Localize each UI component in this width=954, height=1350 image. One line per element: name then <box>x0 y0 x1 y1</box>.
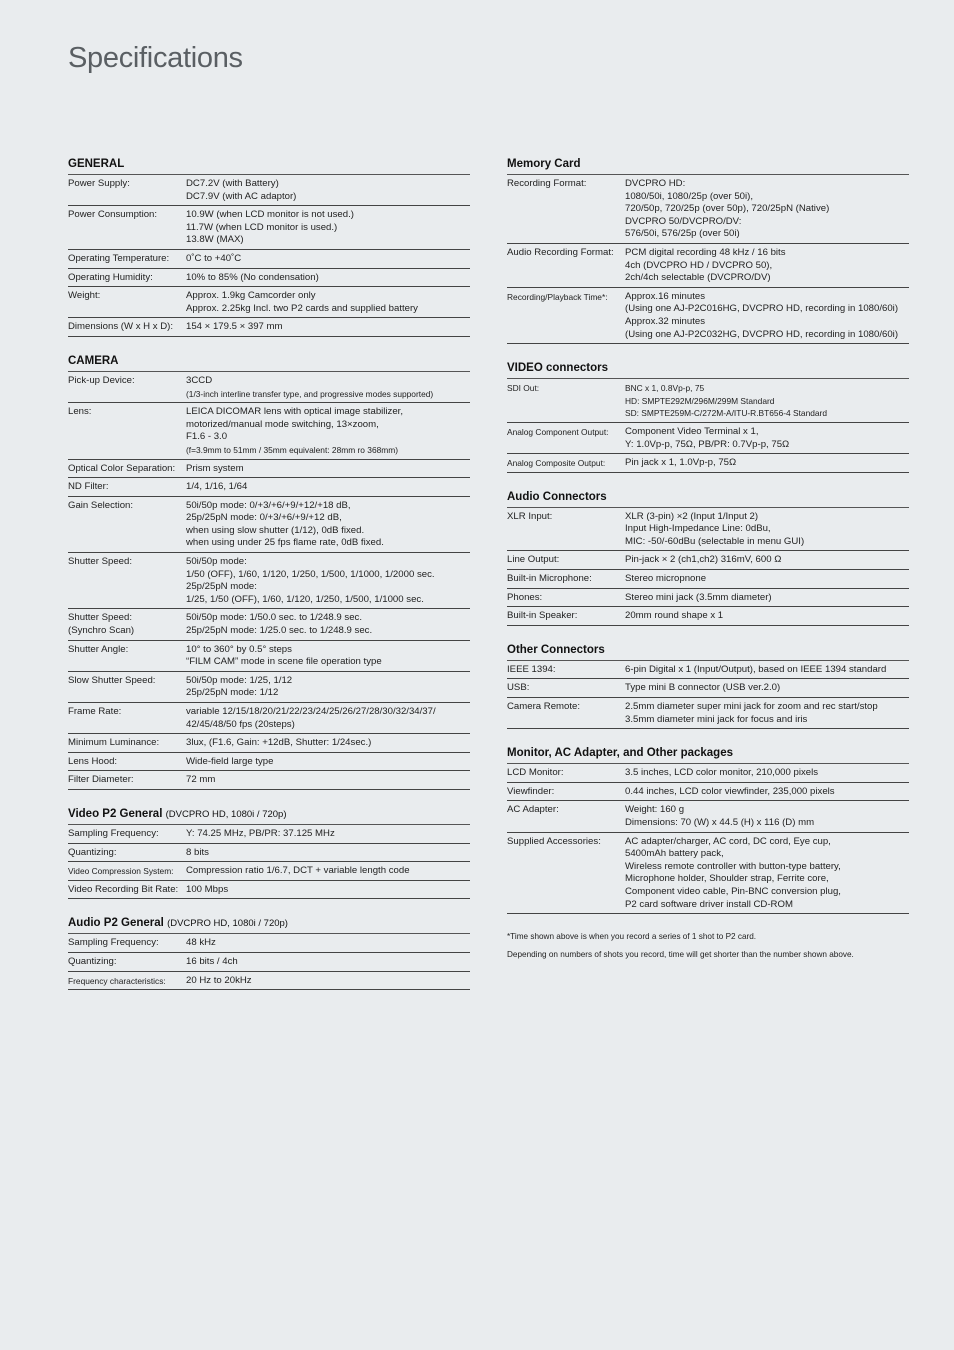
spec-value <box>186 828 470 841</box>
spec-value <box>186 644 470 669</box>
spec-label-text: Minimum Luminance: <box>68 737 160 749</box>
spec-value <box>625 511 909 549</box>
spec-label-text: Built-in Speaker: <box>507 610 578 622</box>
spec-value-line: Approx. 1.9kg Camcorder only <box>186 290 316 302</box>
spec-label <box>68 756 186 769</box>
spec-value <box>186 321 470 334</box>
spec-label <box>68 706 186 731</box>
left-column <box>68 158 470 1008</box>
spec-value-line: 10% to 85% (No condensation) <box>186 271 319 283</box>
section-title-text: Audio Connectors <box>507 490 607 503</box>
spec-value-line: Type mini B connector (USB ver.2.0) <box>625 682 781 694</box>
spec-label <box>507 573 625 586</box>
spec-value-line: 1/25, 1/50 (OFF), 1/60, 1/120, 1/250, 1/500, 1/1000 sec. <box>186 593 424 605</box>
spec-row <box>507 679 909 698</box>
spec-label <box>507 178 625 241</box>
spec-label-text: Line Output: <box>507 554 560 566</box>
spec-value <box>186 463 470 476</box>
footnote: *Time shown above is when you record a series of 1 shot to P2 card. <box>507 932 757 942</box>
section-title-text: CAMERA <box>68 354 119 367</box>
section-title-text: Audio P2 General <box>68 917 164 930</box>
spec-value-line: 25p/25pN mode: 1/25.0 sec. to 1/248.9 sec. <box>186 625 373 637</box>
spec-row <box>68 497 470 553</box>
spec-value-line: 25p/25pN mode: <box>186 581 257 593</box>
spec-value-line: P2 card software driver install CD-ROM <box>625 898 793 910</box>
spec-value-line: Microphone holder, Shoulder strap, Ferrite core, <box>625 873 829 885</box>
spec-value-line: when using slow shutter (1/12), 0dB fixed. <box>186 524 365 536</box>
spec-label-text: XLR Input: <box>507 510 553 522</box>
spec-value-line: 13.8W (MAX) <box>186 234 244 246</box>
spec-row <box>68 844 470 863</box>
spec-value <box>186 774 470 787</box>
spec-value <box>625 382 909 420</box>
spec-label-text: ND Filter: <box>68 481 109 493</box>
section-title <box>68 355 470 372</box>
spec-value-line: 11.7W (when LCD monitor is used.) <box>186 221 338 233</box>
spec-label-text: IEEE 1394: <box>507 663 556 675</box>
spec-row <box>68 206 470 250</box>
section-title <box>507 747 909 764</box>
spec-section-camera <box>68 355 470 790</box>
spec-label-text: Phones: <box>507 591 543 603</box>
spec-row <box>507 423 909 454</box>
spec-value-line-small: SD: SMPTE259M-C/272M-A/ITU-R.BT656-4 Standard <box>625 408 827 419</box>
spec-value-line: Weight: 160 g <box>625 804 685 816</box>
spec-value <box>186 253 470 266</box>
spec-row <box>68 372 470 403</box>
spec-label-text: (Synchro Scan) <box>68 625 135 637</box>
section-title-text: VIDEO connectors <box>507 362 608 375</box>
spec-label-text: Lens Hood: <box>68 755 118 767</box>
spec-row <box>68 672 470 703</box>
spec-label <box>68 644 186 669</box>
spec-label <box>507 804 625 829</box>
spec-row <box>507 764 909 783</box>
spec-value-line: 1/50 (OFF), 1/60, 1/120, 1/250, 1/500, 1/1000, 1/2000 sec. <box>186 568 435 580</box>
section-title-text: Monitor, AC Adapter, and Other packages <box>507 747 733 760</box>
spec-label <box>507 592 625 605</box>
spec-label <box>68 481 186 494</box>
spec-value-line: Compression ratio 1/6.7, DCT + variable length code <box>186 865 410 877</box>
spec-value-line: 8 bits <box>186 846 209 858</box>
spec-value-line: 3.5 inches, LCD color monitor, 210,000 pixels <box>625 767 819 779</box>
spec-label-text: Audio Recording Format: <box>507 246 614 258</box>
spec-value-line: 0˚C to +40˚C <box>186 252 242 264</box>
spec-value-line: motorized/manual mode switching, 13×zoom, <box>186 418 379 430</box>
spec-value-line: 100 Mbps <box>186 883 229 895</box>
spec-label-text: USB: <box>507 682 530 694</box>
spec-section-general <box>68 158 470 337</box>
footnote: Depending on numbers of shots you record, time will get shorter than the number shown above. <box>507 950 854 960</box>
spec-label-text: Operating Humidity: <box>68 271 153 283</box>
spec-row <box>507 589 909 608</box>
spec-value-line: variable 12/15/18/20/21/22/23/24/25/26/27/28/30/32/34/37/ <box>186 706 436 717</box>
spec-value-line: 1080/50i, 1080/25p (over 50i), <box>625 190 754 202</box>
spec-label <box>68 975 186 988</box>
spec-value <box>186 406 470 456</box>
spec-label-text: Filter Diameter: <box>68 774 134 786</box>
spec-row <box>507 244 909 288</box>
spec-value-line: 2.5mm diameter super mini jack for zoom and rec start/stop <box>625 701 878 713</box>
section-title <box>68 917 470 934</box>
spec-value-line: Component Video Terminal x 1, <box>625 425 759 437</box>
spec-row <box>507 379 909 423</box>
spec-label-text: LCD Monitor: <box>507 767 564 779</box>
spec-label-text: Video Recording Bit Rate: <box>68 883 179 895</box>
spec-label <box>68 884 186 897</box>
spec-value-line: DVCPRO HD: <box>625 178 686 189</box>
spec-label <box>68 406 186 456</box>
spec-row <box>68 287 470 318</box>
spec-label-text: Optical Color Separation: <box>68 462 176 474</box>
spec-label <box>507 664 625 677</box>
spec-value-line: 6-pin Digital x 1 (Input/Output), based on IEEE 1394 standard <box>625 663 887 675</box>
section-title <box>507 362 909 379</box>
spec-label-text: Power Consumption: <box>68 209 158 221</box>
spec-label <box>507 701 625 726</box>
spec-label <box>507 291 625 341</box>
spec-label-text: Power Supply: <box>68 178 130 189</box>
spec-row <box>68 175 470 206</box>
spec-value <box>186 737 470 750</box>
spec-label <box>68 375 186 400</box>
spec-row <box>68 250 470 269</box>
spec-value-line: Wide-field large type <box>186 755 274 767</box>
spec-value-line: 3lux, (F1.6, Gain: +12dB, Shutter: 1/24sec.) <box>186 737 372 749</box>
spec-row <box>68 771 470 790</box>
spec-value-line: “FILM CAM” mode in scene file operation type <box>186 656 382 668</box>
spec-label <box>507 836 625 912</box>
spec-label-text: Dimensions (W x H x D): <box>68 321 174 333</box>
spec-label-text: AC Adapter: <box>507 804 559 816</box>
spec-value-line: XLR (3-pin) ×2 (Input 1/Input 2) <box>625 510 759 522</box>
section-title <box>507 644 909 661</box>
spec-row <box>507 454 909 473</box>
section-title <box>68 808 470 825</box>
spec-value-line: 0.44 inches, LCD color viewfinder, 235,000 pixels <box>625 785 835 797</box>
spec-label <box>507 682 625 695</box>
spec-value <box>625 836 909 912</box>
spec-value-line: (Using one AJ-P2C016HG, DVCPRO HD, recording in 1080/60i) <box>625 303 899 315</box>
spec-label <box>68 937 186 950</box>
spec-row <box>507 175 909 244</box>
spec-label-text: Sampling Frequency: <box>68 937 159 949</box>
spec-value <box>625 573 909 586</box>
spec-value <box>625 767 909 780</box>
spec-row <box>68 972 470 991</box>
spec-value <box>186 956 470 969</box>
spec-row <box>68 862 470 881</box>
spec-label <box>68 321 186 334</box>
spec-row <box>68 609 470 640</box>
spec-value-line: 50i/50p mode: 1/25, 1/12 <box>186 674 293 686</box>
spec-value <box>625 178 909 241</box>
spec-label <box>507 786 625 799</box>
spec-value <box>186 178 470 203</box>
spec-value-line: 154 × 179.5 × 397 mm <box>186 321 283 333</box>
spec-row <box>68 403 470 459</box>
spec-row <box>68 734 470 753</box>
spec-label-text: Supplied Accessories: <box>507 835 601 847</box>
section-title-text: Memory Card <box>507 158 581 170</box>
spec-label-text: Frame Rate: <box>68 706 122 717</box>
spec-value-line: 16 bits / 4ch <box>186 955 238 967</box>
spec-row <box>507 551 909 570</box>
spec-value <box>625 457 909 470</box>
spec-value-line: Pin-jack × 2 (ch1,ch2) 316mV, 600 Ω <box>625 554 782 566</box>
spec-label <box>68 865 186 878</box>
spec-value-line-small: (1/3-inch interline transfer type, and progressive modes supported) <box>186 388 434 399</box>
section-title-text: GENERAL <box>68 158 125 170</box>
spec-label-text: Gain Selection: <box>68 499 134 511</box>
spec-row <box>507 508 909 552</box>
spec-label-text: Recording/Playback Time*: <box>507 291 608 302</box>
spec-label-text: Shutter Angle: <box>68 643 129 655</box>
spec-label <box>68 612 186 637</box>
spec-value-line: 25p/25pN mode: 0/+3/+6/+9/+12 dB, <box>186 512 342 524</box>
spec-label-text: Sampling Frequency: <box>68 827 159 839</box>
spec-value <box>186 612 470 637</box>
spec-label <box>507 247 625 285</box>
spec-value-line: Dimensions: 70 (W) x 44.5 (H) x 116 (D) mm <box>625 817 815 828</box>
spec-label-text: Operating Temperature: <box>68 252 170 264</box>
section-title <box>507 158 909 175</box>
spec-label-text: Camera Remote: <box>507 701 581 713</box>
spec-value-line: 10.9W (when LCD monitor is not used.) <box>186 209 354 221</box>
spec-value-line-small: BNC x 1, 0.8Vp-p, 75 <box>625 383 705 394</box>
spec-value-line: DVCPRO 50/DVCPRO/DV: <box>625 215 742 227</box>
spec-value-line: 3.5mm diameter mini jack for focus and iris <box>625 713 808 725</box>
spec-label-text: Analog Composite Output: <box>507 458 606 469</box>
spec-label <box>68 675 186 700</box>
spec-value-line: Y: 1.0Vp-p, 75Ω, PB/PR: 0.7Vp-p, 75Ω <box>625 438 790 450</box>
spec-label-text: Pick-up Device: <box>68 374 135 386</box>
spec-label <box>68 209 186 247</box>
spec-value-line-small: HD: SMPTE292M/296M/299M Standard <box>625 395 775 406</box>
spec-label <box>68 956 186 969</box>
spec-section-audio-connectors <box>507 491 909 626</box>
spec-label <box>68 774 186 787</box>
spec-row <box>68 881 470 900</box>
spec-value <box>186 481 470 494</box>
spec-value-line: 1/4, 1/16, 1/64 <box>186 481 248 493</box>
spec-row <box>68 553 470 609</box>
spec-value-line: Input High-Impedance Line: 0dBu, <box>625 523 771 535</box>
spec-value <box>186 847 470 860</box>
spec-label <box>507 610 625 623</box>
spec-label-text: Frequency characteristics: <box>68 975 166 986</box>
spec-value-line: LEICA DICOMAR lens with optical image stabilizer, <box>186 406 404 418</box>
spec-label-text: Shutter Speed: <box>68 556 133 568</box>
spec-value <box>625 682 909 695</box>
spec-value-line: 72 mm <box>186 774 216 786</box>
spec-value-line: Stereo micropnone <box>625 573 707 585</box>
spec-value <box>186 375 470 400</box>
spec-label-text: Lens: <box>68 406 92 418</box>
spec-value <box>186 865 470 878</box>
spec-value-line: (Using one AJ-P2C032HG, DVCPRO HD, recording in 1080/60i) <box>625 328 899 340</box>
spec-value <box>186 500 470 550</box>
spec-label-text: Built-in Microphone: <box>507 573 592 585</box>
spec-label-text: Recording Format: <box>507 178 587 189</box>
spec-value-line: Wireless remote controller with button-type battery, <box>625 860 841 872</box>
spec-label-text: SDI Out: <box>507 383 540 394</box>
spec-value-line: 25p/25pN mode: 1/12 <box>186 687 279 699</box>
spec-row <box>507 607 909 626</box>
spec-label-text: Slow Shutter Speed: <box>68 674 156 686</box>
section-title <box>507 491 909 508</box>
spec-value-line: Approx.32 minutes <box>625 315 705 327</box>
spec-value-line: 50i/50p mode: 0/+3/+6/+9/+12/+18 dB, <box>186 499 351 511</box>
spec-value-line: 48 kHz <box>186 937 216 949</box>
spec-section-memory-card <box>507 158 909 344</box>
spec-value-line: 4ch (DVCPRO HD / DVCPRO 50), <box>625 259 773 271</box>
spec-label-text: Viewfinder: <box>507 785 555 797</box>
spec-value <box>625 786 909 799</box>
spec-value <box>186 272 470 285</box>
spec-value-line: DC7.2V (with Battery) <box>186 178 279 189</box>
spec-value <box>186 937 470 950</box>
footnotes <box>507 932 909 960</box>
spec-value-line: MIC: -50/-60dBu (selectable in menu GUI) <box>625 535 805 547</box>
spec-value <box>186 209 470 247</box>
spec-row <box>68 269 470 288</box>
spec-row <box>68 825 470 844</box>
spec-label <box>68 272 186 285</box>
spec-label <box>507 457 625 470</box>
spec-row <box>507 570 909 589</box>
spec-row <box>68 478 470 497</box>
spec-label <box>68 737 186 750</box>
spec-row <box>68 934 470 953</box>
spec-value-line: Y: 74.25 MHz, PB/PR: 37.125 MHz <box>186 827 335 839</box>
spec-label <box>507 554 625 567</box>
spec-label <box>68 500 186 550</box>
spec-value-line: Pin jack x 1, 1.0Vp-p, 75Ω <box>625 457 737 469</box>
spec-value-line: 2ch/4ch selectable (DVCPRO/DV) <box>625 272 771 284</box>
spec-row <box>507 698 909 729</box>
spec-value <box>186 675 470 700</box>
spec-label <box>507 382 625 420</box>
spec-value-line: AC adapter/charger, AC cord, DC cord, Eye cup, <box>625 835 831 847</box>
spec-value-line: 576/50i, 576/25p (over 50i) <box>625 228 740 240</box>
spec-section-other-connectors <box>507 644 909 729</box>
spec-row <box>507 833 909 915</box>
spec-row <box>507 661 909 680</box>
spec-row <box>68 953 470 972</box>
spec-row <box>68 753 470 772</box>
spec-value-line: DC7.9V (with AC adaptor) <box>186 190 297 202</box>
spec-label-text: Quantizing: <box>68 955 117 967</box>
spec-value <box>625 291 909 341</box>
spec-value-line: 3CCD <box>186 374 213 386</box>
spec-label <box>68 828 186 841</box>
spec-value-line: 5400mAh battery pack, <box>625 848 724 860</box>
section-title <box>68 158 470 175</box>
spec-value-line: Approx.16 minutes <box>625 290 705 302</box>
spec-value-line: Stereo mini jack (3.5mm diameter) <box>625 591 772 603</box>
spec-value <box>625 701 909 726</box>
spec-value <box>625 804 909 829</box>
section-subtitle: (DVCPRO HD, 1080i / 720p) <box>165 808 287 820</box>
spec-value <box>625 664 909 677</box>
section-title-text: Video P2 General <box>68 807 163 820</box>
spec-row <box>68 641 470 672</box>
spec-label <box>68 178 186 203</box>
spec-value-line: F1.6 - 3.0 <box>186 431 228 443</box>
spec-section-audio-p2-general <box>68 917 470 990</box>
spec-value <box>625 554 909 567</box>
spec-label <box>68 556 186 606</box>
spec-row <box>507 783 909 802</box>
spec-row <box>507 801 909 832</box>
spec-value <box>625 592 909 605</box>
spec-value-line-small: (f=3.9mm to 51mm / 35mm equivalent: 28mm ro 368mm) <box>186 444 399 455</box>
spec-value-line: 720/50p, 720/25p (over 50p), 720/25pN (Native) <box>625 203 830 215</box>
spec-label <box>68 253 186 266</box>
spec-value <box>186 290 470 315</box>
spec-value-line: Prism system <box>186 462 244 474</box>
spec-row <box>507 288 909 344</box>
spec-value <box>625 610 909 623</box>
spec-value <box>186 556 470 606</box>
spec-label <box>68 847 186 860</box>
spec-value-line: when using under 25 fps flame rate, 0dB fixed. <box>186 537 384 549</box>
spec-value-line: 20mm round shape x 1 <box>625 610 724 622</box>
spec-label-text: Weight: <box>68 290 101 302</box>
spec-label <box>68 463 186 476</box>
spec-value-line: 10° to 360° by 0.5° steps <box>186 643 292 655</box>
spec-label <box>68 290 186 315</box>
spec-value-line: 20 Hz to 20kHz <box>186 974 252 986</box>
section-subtitle: (DVCPRO HD, 1080i / 720p) <box>167 918 288 930</box>
section-title-text: Other Connectors <box>507 643 605 656</box>
spec-section-monitor-ac-adapter-and-other-packages <box>507 747 909 914</box>
spec-label-text: Shutter Speed: <box>68 612 133 624</box>
spec-row <box>68 318 470 337</box>
spec-value <box>186 756 470 769</box>
spec-label <box>507 511 625 549</box>
spec-row <box>68 703 470 734</box>
page-title: Specifications <box>68 42 243 74</box>
spec-label <box>507 426 625 451</box>
spec-value-line: Approx. 2.25kg Incl. two P2 cards and supplied battery <box>186 302 418 314</box>
right-column <box>507 158 909 960</box>
spec-label-text: Video Compression System: <box>68 866 174 877</box>
spec-value-line: Component video cable, Pin-BNC conversion plug, <box>625 885 841 897</box>
spec-label-text: Quantizing: <box>68 846 117 858</box>
spec-section-video-p2-general <box>68 808 470 899</box>
spec-value <box>186 884 470 897</box>
spec-label <box>507 767 625 780</box>
spec-value <box>186 706 470 731</box>
spec-value-line: 50i/50p mode: <box>186 556 247 568</box>
spec-value-line: 42/45/48/50 fps (20steps) <box>186 718 295 730</box>
spec-row <box>68 460 470 479</box>
spec-value-line: PCM digital recording 48 kHz / 16 bits <box>625 246 786 258</box>
spec-value <box>625 426 909 451</box>
spec-value <box>625 247 909 285</box>
spec-value-line: 50i/50p mode: 1/50.0 sec. to 1/248.9 sec. <box>186 612 363 624</box>
spec-label-text: Analog Component Output: <box>507 426 609 437</box>
spec-value <box>186 975 470 988</box>
spec-section-video-connectors <box>507 362 909 473</box>
